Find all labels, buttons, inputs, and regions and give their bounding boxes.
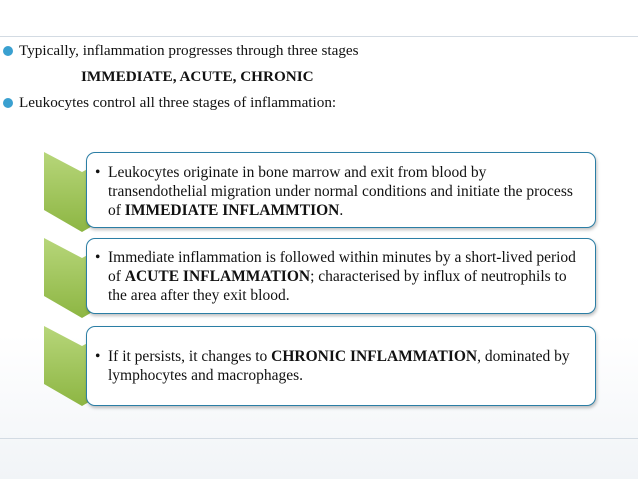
- stage-card-immediate: [86, 152, 596, 228]
- stage-list: IMMEDIATE, ACUTE, CHRONIC: [81, 68, 314, 85]
- stage-card-chronic: [86, 326, 596, 406]
- card-bullet: •: [95, 164, 101, 181]
- card-text-part: Leukocytes originate in bone marrow and exit from blood by transendothelial migration under normal conditions and initiate the process of: [108, 164, 573, 219]
- card-text-part: If it persists, it changes to: [108, 348, 272, 365]
- card-highlight: ACUTE INFLAMMATION: [124, 268, 311, 285]
- bottom-rule: [0, 438, 638, 439]
- bullet-dot-icon: [3, 98, 13, 108]
- bullet-dot-icon: [3, 46, 13, 56]
- card-highlight: IMMEDIATE INFLAMMTION: [124, 202, 340, 219]
- card-text-part: , dominated by lymphocytes and macrophages.: [108, 348, 570, 384]
- card-bullet: •: [95, 348, 101, 365]
- card-text-part: .: [339, 202, 344, 219]
- card-text: [108, 248, 589, 305]
- card-text-part: ; characterised by influx of neutrophils to the area after they exit blood.: [108, 268, 567, 304]
- top-rule: [0, 36, 638, 37]
- card-bullet: •: [95, 249, 101, 266]
- bullet-leukocytes: [0, 90, 630, 116]
- bullet-stages: [0, 38, 630, 64]
- card-text: [108, 163, 589, 220]
- bullet-text: Typically, inflammation progresses through three stages: [19, 42, 359, 59]
- intro-bullets: [0, 38, 630, 116]
- card-text-part: Immediate inflammation is followed within minutes by a short-lived period of: [108, 249, 576, 285]
- stage-card-acute: [86, 238, 596, 314]
- card-text: [108, 347, 589, 385]
- card-highlight: CHRONIC INFLAMMATION: [271, 348, 478, 365]
- bullet-text: Leukocytes control all three stages of inflammation:: [19, 94, 337, 111]
